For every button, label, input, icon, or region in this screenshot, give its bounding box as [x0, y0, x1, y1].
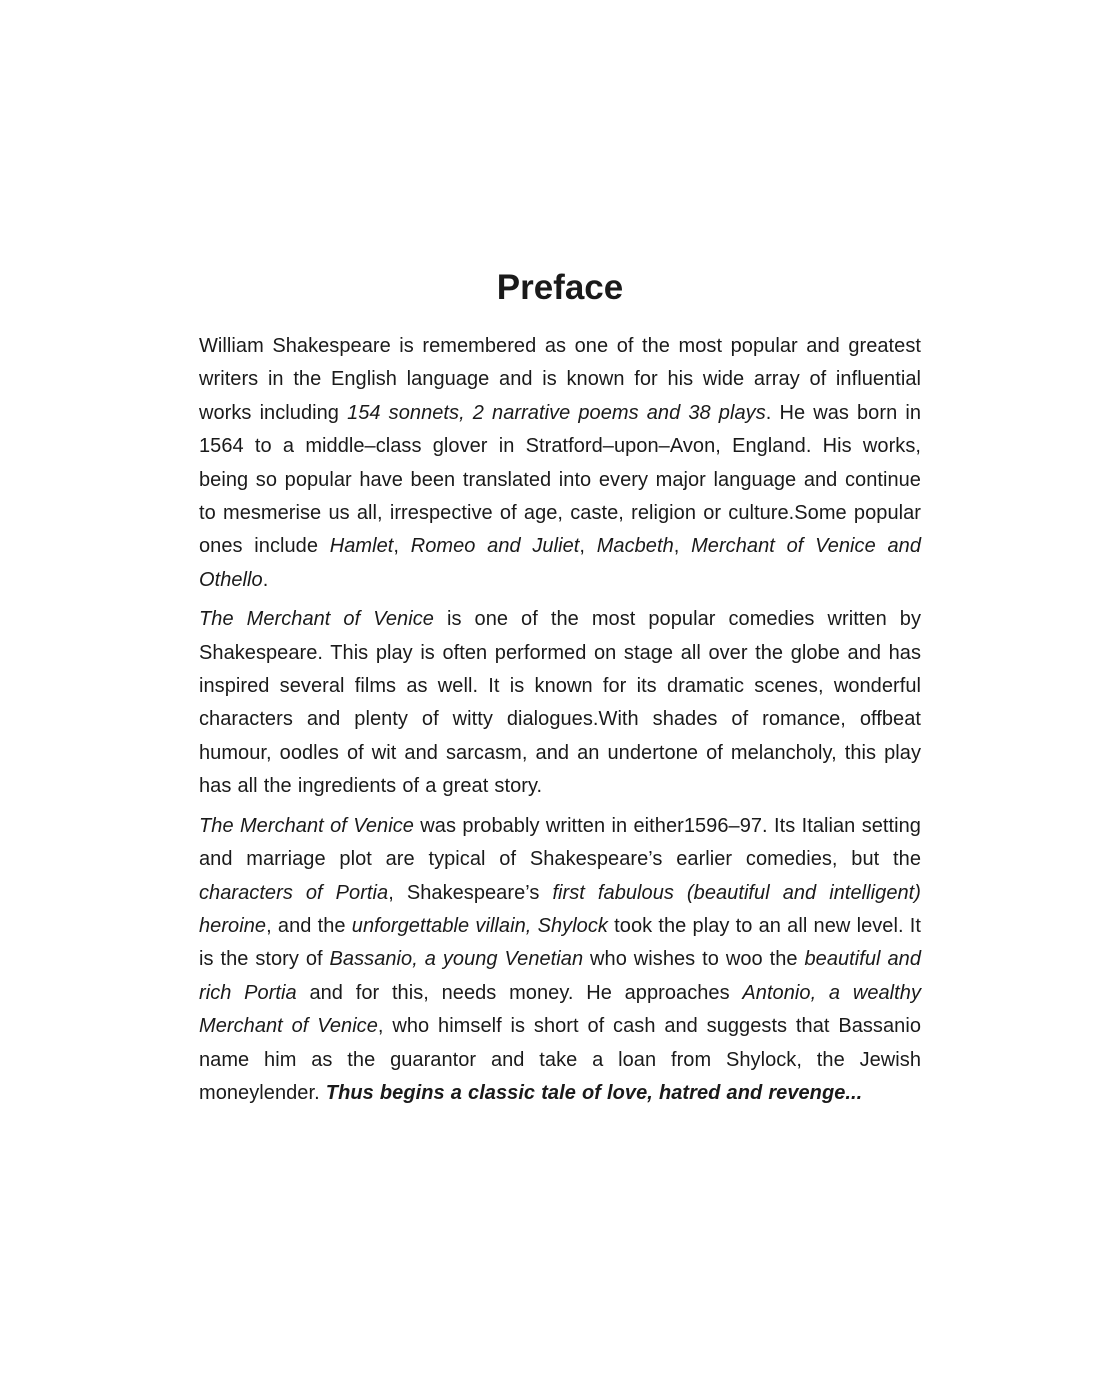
text-run: and for this, needs money. He approaches [296, 981, 743, 1004]
text-run-italic: unforgettable villain, Shylock [351, 914, 608, 937]
text-run-italic: Romeo and Juliet [410, 535, 580, 558]
text-run-italic: first fabulous (beautiful and intelligent) heroine [199, 881, 921, 937]
text-run-italic: Merchant of Venice and Othello [199, 535, 922, 591]
text-run-italic: Macbeth [596, 535, 674, 558]
text-run-italic: Antonio, a wealthy Merchant of Venice [199, 981, 921, 1038]
text-run: , [393, 535, 411, 558]
text-run: is one of the most popular comedies written by Shakespeare. This play is often performed on stage all over the globe and has inspired several films as well. It is known for its dramatic scenes, wonderful characters and plenty of witty dialogues.With shades of romance, offbeat humour, oodles of wit and sarcasm, and an undertone of melancholy, this play has all the ingredients of a great story. [199, 608, 921, 798]
text-run-italic: The Merchant of Venice [199, 814, 414, 837]
document-page [199, 262, 921, 1116]
page-title: Preface [496, 268, 624, 307]
paragraph-intro [199, 330, 921, 597]
text-run: was probably written in either1596–97. Its Italian setting and marriage plot are typical of Shakespeare’s earlier comedies, but the [199, 814, 921, 871]
text-run-italic: 154 sonnets, 2 narrative poems and 38 plays [347, 401, 766, 424]
text-run-italic: characters of Portia [199, 881, 389, 904]
paragraph-play-overview [199, 603, 921, 803]
text-run-italic: beautiful and rich Portia [199, 948, 921, 1004]
text-run-italic: Bassanio, a young Venetian [329, 948, 584, 971]
text-run: who wishes to woo the [583, 948, 805, 971]
text-run-italic: Hamlet [329, 535, 394, 558]
text-run: , Shakespeare’s [388, 881, 553, 904]
text-run: , and the [266, 914, 352, 937]
text-run: , [673, 535, 692, 558]
paragraph-plot-summary [199, 810, 921, 1111]
text-run: took the play to an all new level. It is the story of [199, 914, 921, 971]
text-run-bold-italic: Thus begins a classic tale of love, hatred and revenge... [325, 1081, 863, 1104]
text-run: , who himself is short of cash and suggests that Bassanio name him as the guarantor and take a loan from Shylock, the Jewish moneylender. [199, 1015, 921, 1104]
text-run-italic: The Merchant of Venice [199, 608, 434, 631]
text-run: , [579, 535, 597, 558]
text-run: . [262, 568, 269, 591]
text-run: . He was born in 1564 to a middle–class glover in Stratford–upon–Avon, England. His works, being so popular have been translated into every major language and continue to mesmerise us all, irrespective of age, caste, religion or culture.Some popular ones include [199, 401, 921, 558]
text-run: William Shakespeare is remembered as one of the most popular and greatest writers in the English language and is known for his wide array of influential works including [199, 335, 921, 424]
